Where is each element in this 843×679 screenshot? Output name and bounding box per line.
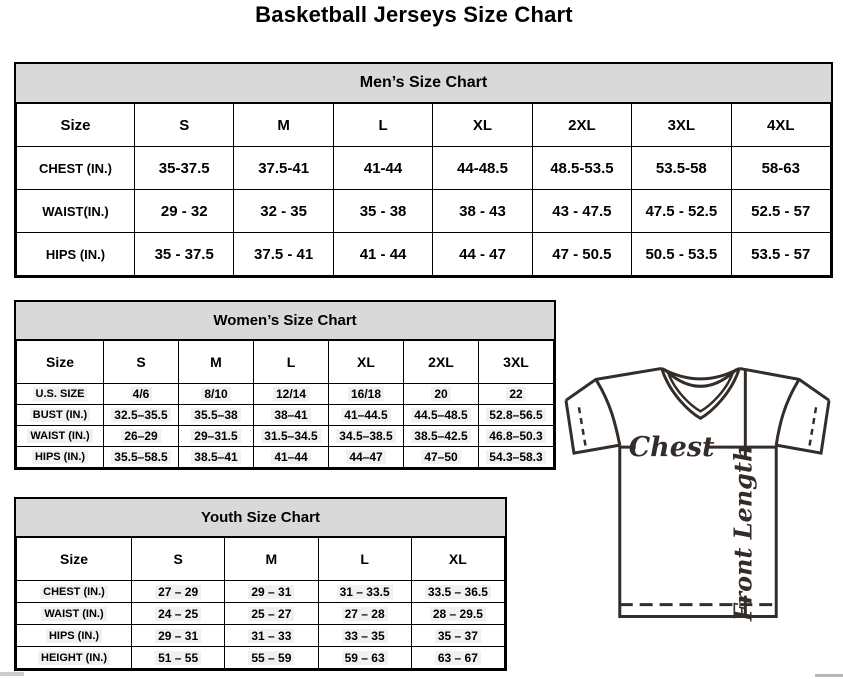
column-header: M xyxy=(225,538,318,581)
left-sleeve-outline xyxy=(566,400,620,453)
column-header: 2XL xyxy=(532,104,631,147)
cell-text: 63 – 67 xyxy=(435,651,481,665)
table-cell xyxy=(404,426,479,447)
cell-text: 35 - 38 xyxy=(359,202,407,220)
cell-text: 27 – 29 xyxy=(155,585,201,599)
youth-size-chart xyxy=(14,497,507,671)
cell-text: 33 – 35 xyxy=(342,629,388,643)
table-cell xyxy=(433,147,532,190)
right-shoulder-line xyxy=(739,368,829,400)
cell-text: U.S. SIZE xyxy=(33,387,88,401)
column-header: XL xyxy=(411,538,504,581)
cell-text: WAIST (IN.) xyxy=(27,429,92,443)
header-row xyxy=(17,104,831,147)
column-header: S xyxy=(132,538,225,581)
row-label xyxy=(17,625,132,647)
table-cell xyxy=(135,233,234,276)
table-row xyxy=(17,405,554,426)
cell-text: 37.5 - 41 xyxy=(254,245,314,263)
table-cell xyxy=(318,603,411,625)
cell-text: BUST (IN.) xyxy=(30,408,90,422)
table-cell xyxy=(329,426,404,447)
column-header: L xyxy=(254,341,329,384)
table-row xyxy=(17,447,554,468)
row-label xyxy=(17,405,104,426)
table-row xyxy=(17,190,831,233)
left-shoulder-line xyxy=(566,368,662,400)
cell-text: 35.5–38 xyxy=(191,408,240,422)
table-cell xyxy=(479,405,554,426)
table-cell xyxy=(254,426,329,447)
cell-text: 20 xyxy=(431,387,450,401)
column-header: M xyxy=(179,341,254,384)
table-cell xyxy=(731,233,830,276)
mens-size-chart xyxy=(14,62,833,278)
table-cell xyxy=(632,147,731,190)
cell-text: 22 xyxy=(506,387,525,401)
cell-text: 31.5–34.5 xyxy=(261,429,320,443)
table-cell xyxy=(411,647,504,669)
table-cell xyxy=(404,405,479,426)
cell-text: 44–47 xyxy=(346,450,385,464)
row-label xyxy=(17,190,135,233)
cell-text: HIPS (IN.) xyxy=(32,450,88,464)
column-header: 4XL xyxy=(731,104,830,147)
table-cell xyxy=(329,447,404,468)
table-row xyxy=(17,603,505,625)
table-cell xyxy=(329,384,404,405)
cell-text: 31 – 33 xyxy=(248,629,294,643)
column-header: S xyxy=(104,341,179,384)
jersey-diagram xyxy=(556,355,840,625)
table-cell xyxy=(179,405,254,426)
header-row xyxy=(17,538,505,581)
left-cuff-dashed-line xyxy=(579,407,586,448)
table-row xyxy=(17,147,831,190)
cell-text: 34.5–38.5 xyxy=(336,429,395,443)
table-cell xyxy=(731,147,830,190)
table-cell xyxy=(254,384,329,405)
table-cell xyxy=(632,233,731,276)
womens-size-table xyxy=(16,340,554,468)
row-label xyxy=(17,603,132,625)
cell-text: 38.5–42.5 xyxy=(411,429,470,443)
table-cell xyxy=(333,147,432,190)
table-cell xyxy=(234,190,333,233)
row-label xyxy=(17,384,104,405)
cell-text: 31 – 33.5 xyxy=(337,585,393,599)
cell-text: HEIGHT (IN.) xyxy=(38,651,110,665)
womens-size-chart xyxy=(14,300,556,470)
table-cell xyxy=(254,447,329,468)
cell-text: 37.5-41 xyxy=(258,159,310,177)
table-cell xyxy=(104,447,179,468)
table-title: Youth Size Chart xyxy=(16,499,505,537)
cell-text: HIPS (IN.) xyxy=(45,246,106,262)
cell-text: 4/6 xyxy=(130,387,153,401)
table-cell xyxy=(104,384,179,405)
table-cell xyxy=(532,147,631,190)
cell-text: 43 - 47.5 xyxy=(552,202,612,220)
table-cell xyxy=(632,190,731,233)
column-header: XL xyxy=(433,104,532,147)
cell-text: 35.5–58.5 xyxy=(111,450,170,464)
table-title: Women’s Size Chart xyxy=(16,302,554,340)
column-header: XL xyxy=(329,341,404,384)
cell-text: 29 - 32 xyxy=(160,202,208,220)
table-cell xyxy=(333,190,432,233)
cell-text: 32.5–35.5 xyxy=(111,408,170,422)
cell-text: 41 - 44 xyxy=(359,245,407,263)
cell-text: 28 – 29.5 xyxy=(430,607,486,621)
cell-text: 47.5 - 52.5 xyxy=(645,202,718,220)
cell-text: 38.5–41 xyxy=(191,450,240,464)
table-cell xyxy=(731,190,830,233)
table-row xyxy=(17,384,554,405)
table-cell xyxy=(104,405,179,426)
cell-text: 26–29 xyxy=(121,429,160,443)
row-label xyxy=(17,581,132,603)
cell-text: 55 – 59 xyxy=(248,651,294,665)
table-cell xyxy=(254,405,329,426)
cell-text: 24 – 25 xyxy=(155,607,201,621)
cell-text: 8/10 xyxy=(201,387,230,401)
cell-text: 35 – 37 xyxy=(435,629,481,643)
table-row xyxy=(17,625,505,647)
row-label xyxy=(17,426,104,447)
table-cell xyxy=(132,625,225,647)
cell-text: 53.5-58 xyxy=(655,159,707,177)
table-cell xyxy=(179,426,254,447)
column-header: S xyxy=(135,104,234,147)
left-sleeve-seam xyxy=(596,379,620,445)
table-cell xyxy=(433,190,532,233)
table-cell xyxy=(404,447,479,468)
table-cell xyxy=(404,384,479,405)
cell-text: CHEST (IN.) xyxy=(39,160,112,176)
table-cell xyxy=(132,603,225,625)
cell-text: 47–50 xyxy=(421,450,460,464)
cell-text: 52.5 - 57 xyxy=(751,202,811,220)
table-title: Men’s Size Chart xyxy=(16,64,831,103)
table-row xyxy=(17,233,831,276)
table-row xyxy=(17,581,505,603)
column-header: M xyxy=(234,104,333,147)
cell-text: 38 - 43 xyxy=(459,202,506,220)
page-title: Basketball Jerseys Size Chart xyxy=(255,2,573,27)
table-cell xyxy=(225,603,318,625)
cell-text: 47 - 50.5 xyxy=(552,245,612,263)
cell-text: 51 – 55 xyxy=(155,651,201,665)
size-column-header: Size xyxy=(17,341,104,384)
header-row xyxy=(17,341,554,384)
column-header: L xyxy=(318,538,411,581)
cell-text: 35-37.5 xyxy=(158,159,210,177)
table-cell xyxy=(179,384,254,405)
table-cell xyxy=(329,405,404,426)
table-cell xyxy=(333,233,432,276)
table-row xyxy=(17,426,554,447)
table-cell xyxy=(318,647,411,669)
table-cell xyxy=(132,581,225,603)
cell-text: 33.5 – 36.5 xyxy=(425,585,491,599)
table-cell xyxy=(225,581,318,603)
cell-text: 35 - 37.5 xyxy=(154,245,214,263)
table-cell xyxy=(411,581,504,603)
cell-text: 25 – 27 xyxy=(248,607,294,621)
table-cell xyxy=(135,147,234,190)
cell-text: 50.5 - 53.5 xyxy=(645,245,718,263)
cell-text: 41–44 xyxy=(271,450,310,464)
row-label xyxy=(17,447,104,468)
cell-text: 59 – 63 xyxy=(342,651,388,665)
cell-text: 58-63 xyxy=(761,159,800,177)
cell-text: 32 - 35 xyxy=(260,202,307,220)
cell-text: 16/18 xyxy=(348,387,384,401)
table-cell xyxy=(479,384,554,405)
table-cell xyxy=(411,625,504,647)
table-cell xyxy=(234,233,333,276)
column-header: 3XL xyxy=(632,104,731,147)
table-cell xyxy=(225,647,318,669)
cell-text: 44-48.5 xyxy=(457,159,508,177)
cell-text: 53.5 - 57 xyxy=(751,245,811,263)
cell-text: 29 – 31 xyxy=(248,585,294,599)
table-cell xyxy=(433,233,532,276)
right-sleeve-seam xyxy=(776,379,799,445)
cell-text: 27 – 28 xyxy=(342,607,388,621)
cell-text: CHEST (IN.) xyxy=(40,585,108,599)
table-cell xyxy=(179,447,254,468)
table-cell xyxy=(532,190,631,233)
mens-size-table xyxy=(16,103,831,276)
table-cell xyxy=(135,190,234,233)
cell-text: HIPS (IN.) xyxy=(46,629,102,643)
cell-text: 44.5–48.5 xyxy=(411,408,470,422)
scrollbar-fragment-left[interactable] xyxy=(0,672,24,676)
row-label xyxy=(17,147,135,190)
column-header: L xyxy=(333,104,432,147)
cell-text: WAIST (IN.) xyxy=(41,607,106,621)
cell-text: 52.8–56.5 xyxy=(486,408,545,422)
table-cell xyxy=(225,625,318,647)
table-cell xyxy=(104,426,179,447)
cell-text: 54.3–58.3 xyxy=(486,450,545,464)
cell-text: 29 – 31 xyxy=(155,629,201,643)
table-cell xyxy=(318,625,411,647)
cell-text: 38–41 xyxy=(271,408,310,422)
cell-text: WAIST(IN.) xyxy=(42,203,109,219)
table-cell xyxy=(132,647,225,669)
table-cell xyxy=(234,147,333,190)
table-cell xyxy=(479,447,554,468)
table-cell xyxy=(318,581,411,603)
chest-label: Chest xyxy=(628,432,715,464)
youth-size-table xyxy=(16,537,505,669)
cell-text: 46.8–50.3 xyxy=(486,429,545,443)
cell-text: 12/14 xyxy=(273,387,309,401)
table-row xyxy=(17,647,505,669)
row-label xyxy=(17,233,135,276)
scrollbar-fragment-right[interactable] xyxy=(815,674,843,677)
table-cell xyxy=(532,233,631,276)
column-header: 2XL xyxy=(404,341,479,384)
cell-text: 29–31.5 xyxy=(191,429,240,443)
table-cell xyxy=(479,426,554,447)
column-header: 3XL xyxy=(479,341,554,384)
size-column-header: Size xyxy=(17,104,135,147)
row-label xyxy=(17,647,132,669)
cell-text: 48.5-53.5 xyxy=(550,159,614,177)
table-cell xyxy=(411,603,504,625)
right-cuff-dashed-line xyxy=(809,407,816,448)
cell-text: 41-44 xyxy=(363,159,403,177)
cell-text: 44 - 47 xyxy=(459,245,506,263)
cell-text: 41–44.5 xyxy=(341,408,390,422)
size-column-header: Size xyxy=(17,538,132,581)
front-length-label: Front Length xyxy=(729,444,758,622)
